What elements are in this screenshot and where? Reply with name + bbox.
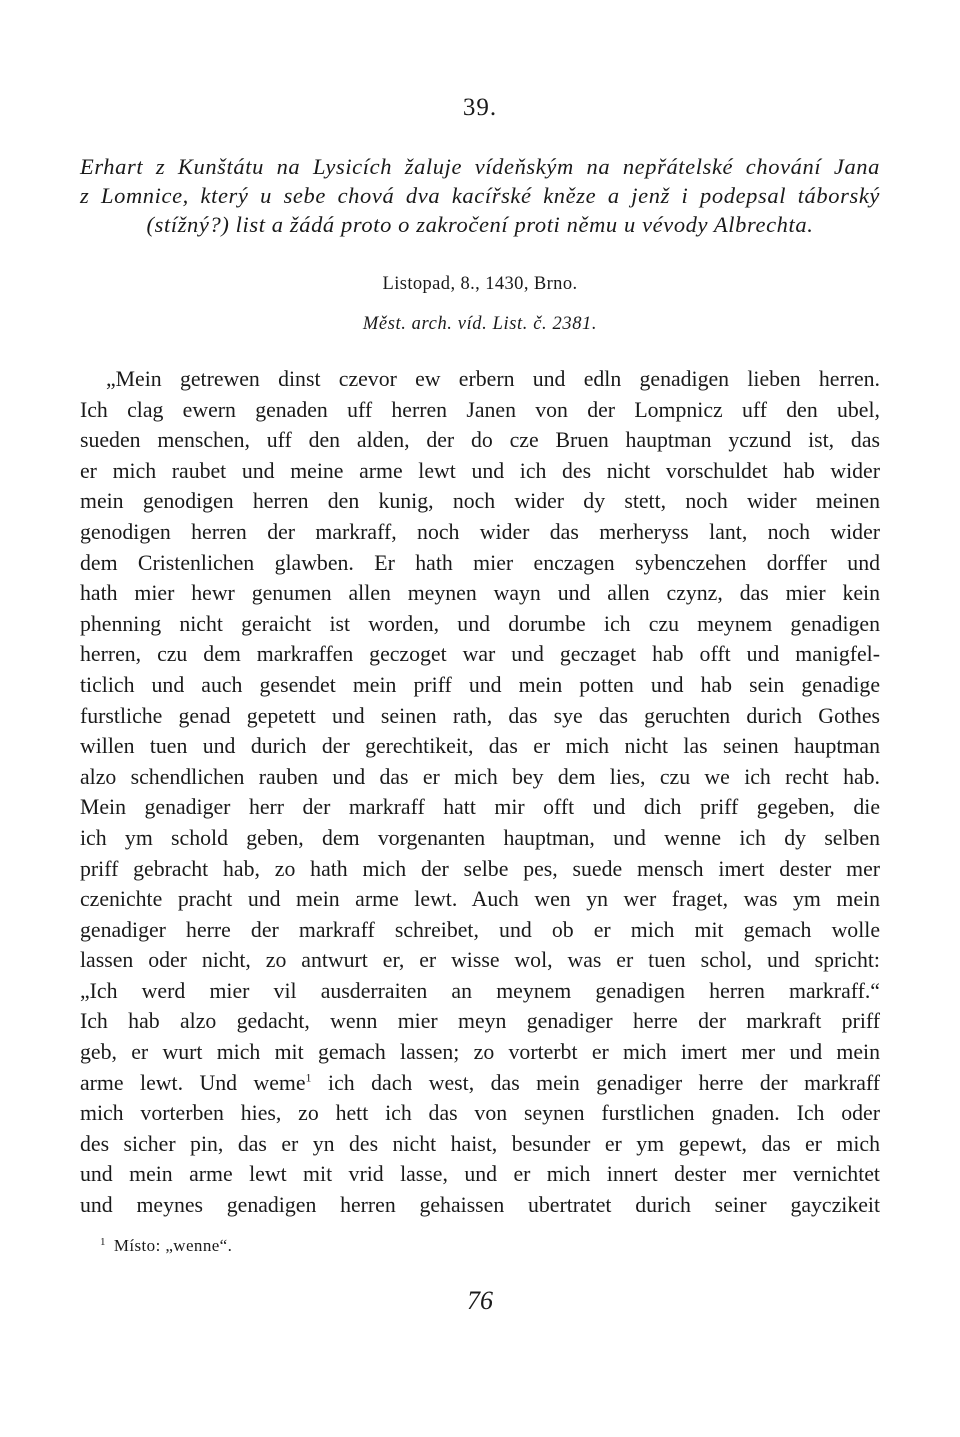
text-line: und mein arme lewt mit vrid lasse, und er mich innert dester mer vernichtet [80, 1162, 880, 1187]
text-line: Ich hab alzo gedacht, wenn mier meyn genadiger herre der markraft priff [80, 1009, 880, 1034]
document-number: 39. [462, 94, 498, 121]
text-line-with-footnote [80, 1068, 880, 1099]
text-line: ticlich und auch gesendet mein priff und mein potten und hab sein genadige [80, 672, 880, 697]
text-line: lassen oder nicht, zo antwurt er, er wisse wol, was er tuen schol, und spricht: [80, 948, 880, 973]
text-line: dem Cristenlichen glawben. Er hath mier enczagen sybenczehen dorffer und [80, 550, 880, 575]
text-line: geb, er wurt mich mit gemach lassen; zo vorterbt er mich imert mer und mein [80, 1040, 880, 1065]
text-line: alzo schendlichen rauben und das er mich bey dem lies, czu we ich recht hab. [80, 764, 880, 789]
text-line: und meynes genadigen herren gehaissen ubertratet durich seiner gayczikeit [80, 1193, 880, 1218]
regest-summary [80, 152, 880, 239]
text-line: genodigen herren der markraff, noch wider das merheryss lant, noch wider [80, 519, 880, 544]
footnote-text: Místo: „wenne“. [113, 1236, 233, 1255]
text-line: „Mein getrewen dinst czevor ew erbern und edln genadigen lieben herren. [106, 367, 880, 391]
text-line: priff gebracht hab, zo hath mich der selbe pes, suede mensch imert dester mer [80, 856, 880, 881]
text-line: genadiger herre der markraff schreibet, und ob er mich mit gemach wolle [80, 917, 880, 942]
archival-source: Měst. arch. víd. List. č. 2381. [362, 314, 598, 334]
footnote-reference: 1 [305, 1070, 312, 1085]
regest-line: (stížný?) list a žádá proto o zakročení proti němu u vévody Albrechta. [146, 212, 814, 237]
text-line: czenichte pracht und mein arme lewt. Auch wen yn wer fraget, was ym mein [80, 887, 880, 912]
text-line: „Ich werd mier vil ausderraiten an meynem genadigen herren markraff.“ [80, 978, 880, 1003]
page-number: 76 [467, 1286, 493, 1315]
text-line: Ich clag ewern genaden uff herren Janen von der Lompnicz uff den ubel, [80, 397, 880, 422]
text-line: mich vorterben hies, zo hett ich das von seynen furstlichen gnaden. Ich oder [80, 1101, 880, 1126]
text-line: hath mier hewr genumen allen meynen wayn und allen czynz, das mier kein [80, 581, 880, 606]
text-line: furstliche genad gepetett und seinen rath, das sye das geruchten durich Gothes [80, 703, 880, 728]
text-fragment: ich dach west, das mein genadiger herre der markraff [311, 1070, 880, 1095]
text-line: sueden menschen, uff den alden, der do cze Bruen hauptman yczund ist, das [80, 428, 880, 453]
regest-line: Erhart z Kunštátu na Lysicích žaluje vídeňským na nepřátelské chování Jana [80, 154, 880, 179]
text-line: willen tuen und durich der gerechtikeit, das er mich nicht las seinen hauptman [80, 734, 880, 759]
text-line: mein genodigen herren den kunig, noch wider dy stett, noch wider meinen [80, 489, 880, 514]
letter-body [80, 364, 880, 1221]
text-line: Mein genadiger herr der markraff hatt mir offt und dich priff gegeben, die [80, 795, 880, 820]
text-line: phenning nicht geraicht ist worden, und dorumbe ich czu meynem genadigen [80, 611, 880, 636]
text-line: ich ym schold geben, dem vorgenanten hauptman, und wenne ich dy selben [80, 825, 880, 850]
footnote [100, 1236, 232, 1256]
text-fragment: arme lewt. Und weme [80, 1070, 306, 1095]
dateline: Listopad, 8., 1430, Brno. [382, 274, 578, 294]
text-line: des sicher pin, das er yn des nicht haist, besunder er ym gepewt, das er mich [80, 1131, 880, 1156]
text-line: er mich raubet und meine arme lewt und ich des nicht vorschuldet hab wider [80, 458, 880, 483]
text-line: herren, czu dem markraffen geczoget war und geczaget hab offt und manigfel- [80, 642, 880, 667]
footnote-mark: 1 [100, 1236, 106, 1248]
regest-line: z Lomnice, který u sebe chová dva kacířské kněze a jenž i podepsal táborský [80, 183, 880, 208]
